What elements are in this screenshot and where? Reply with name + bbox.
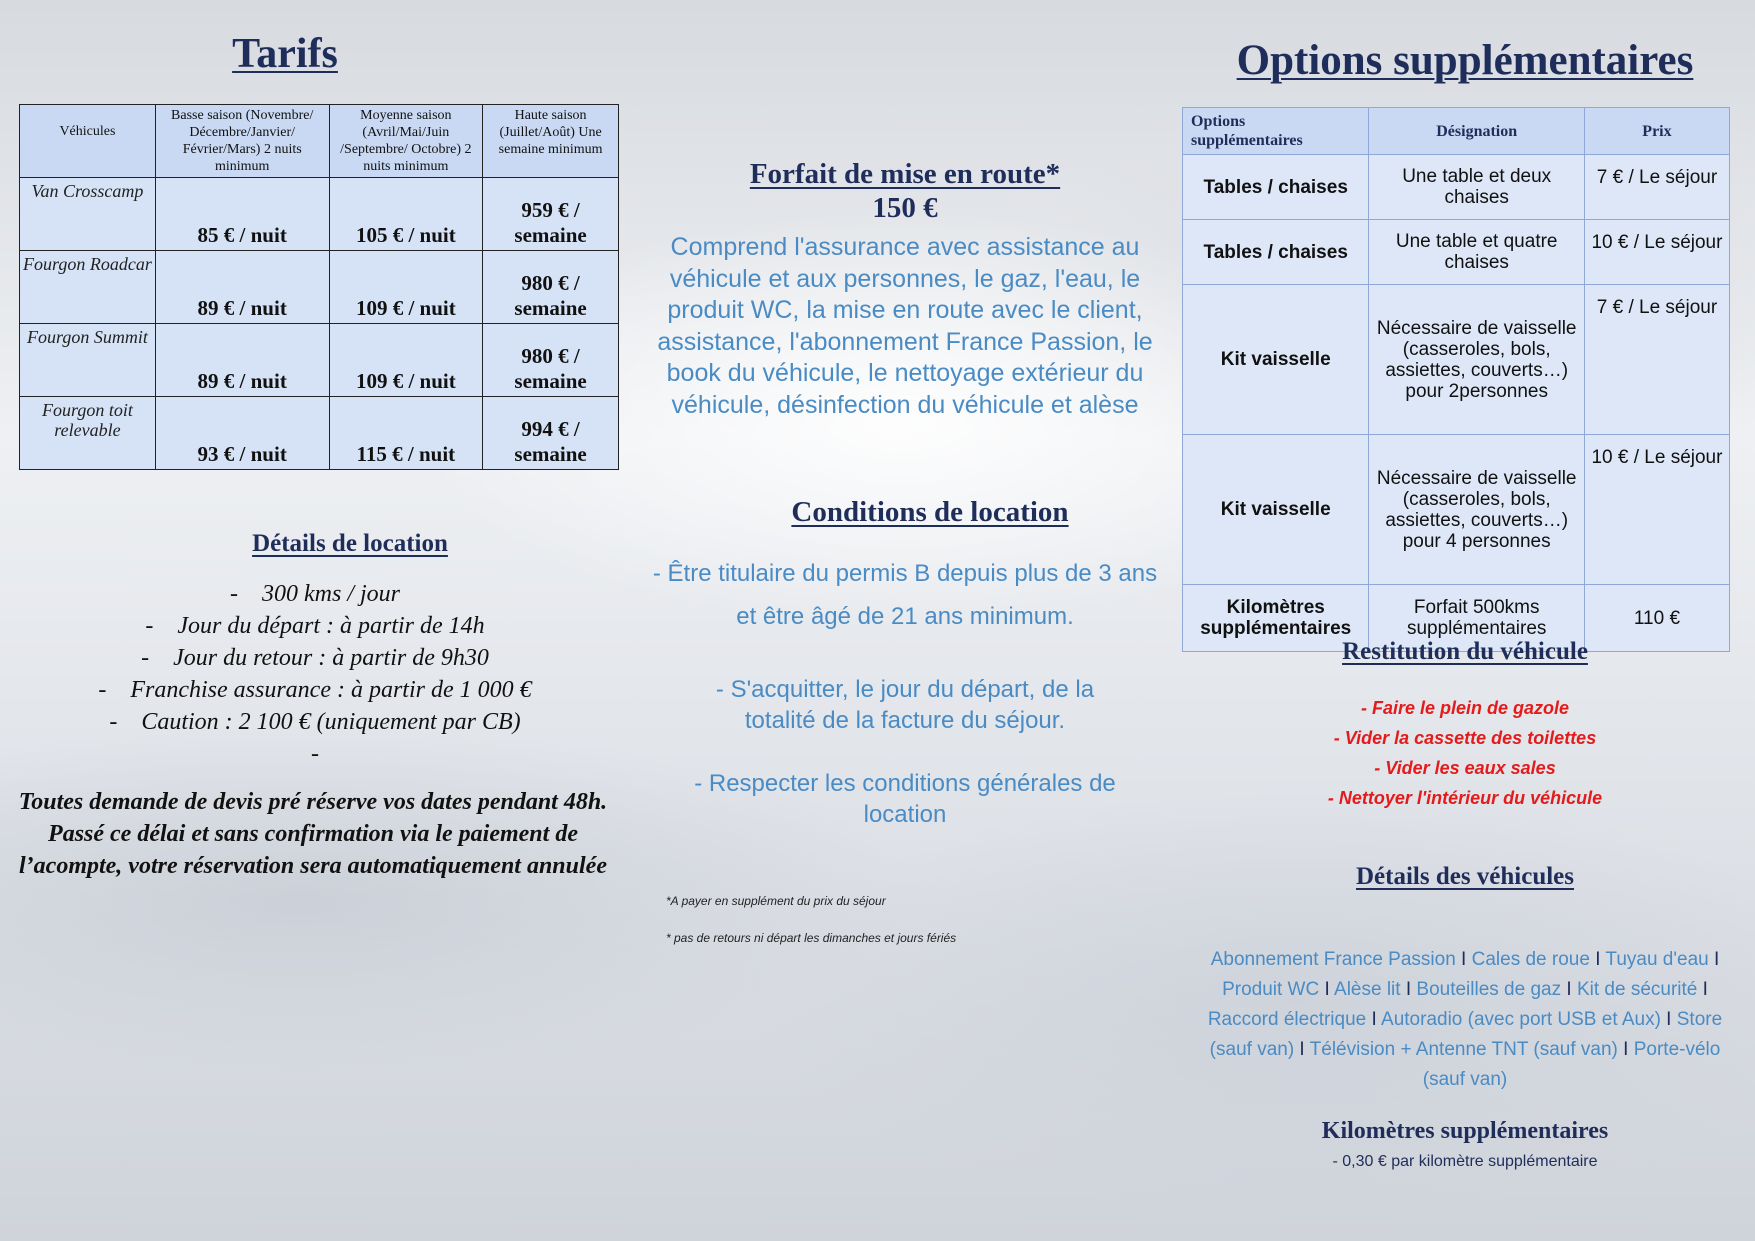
separator: I bbox=[1455, 949, 1472, 970]
list-item: Télévision + Antenne TNT (sauf van) bbox=[1309, 1039, 1618, 1060]
tarifs-price-haute: 980 € / semaine bbox=[483, 251, 619, 324]
list-item: - Faire le plein de gazole bbox=[1360, 698, 1570, 718]
option-price-cell: 110 € bbox=[1584, 585, 1729, 652]
forfait-description: Comprend l'assurance avec assistance au véhicule et aux personnes, le gaz, l'eau, le produit WC, la mise en route avec le client, assistance, l'abonnement France Passion, le book du véhicule, le nettoyage extérieur du véhicule, désinfection du véhicule et alèse bbox=[657, 233, 1153, 419]
list-item: - 300 kms / jour bbox=[230, 581, 400, 607]
option-name-cell: Tables / chaises bbox=[1183, 155, 1369, 220]
tarifs-price-haute: 980 € / semaine bbox=[483, 324, 619, 397]
list-item: Store (sauf van) bbox=[1209, 1009, 1723, 1060]
tarifs-price-moyenne: 105 € / nuit bbox=[329, 178, 483, 251]
option-name-cell: Kit vaisselle bbox=[1183, 435, 1369, 585]
separator: I bbox=[1617, 1039, 1634, 1060]
list-item: - Vider les eaux sales bbox=[1374, 758, 1556, 778]
conditions-title: Conditions de location bbox=[791, 496, 1069, 528]
forfait-title: Forfait de mise en route* bbox=[749, 158, 1061, 190]
tarifs-table bbox=[19, 104, 619, 470]
list-item: Autoradio (avec port USB et Aux) bbox=[1381, 1009, 1661, 1030]
option-name-cell: Kilomètres supplémentaires bbox=[1183, 585, 1369, 652]
table-row bbox=[20, 251, 619, 324]
km-supp-title: Kilomètres supplémentaires bbox=[1321, 1118, 1609, 1144]
tarifs-header-vehicules: Véhicules bbox=[20, 105, 156, 178]
tarifs-header-row bbox=[20, 105, 619, 178]
separator: I bbox=[1660, 1009, 1677, 1030]
separator: I bbox=[1697, 979, 1708, 1000]
list-item: Raccord électrique bbox=[1207, 1009, 1367, 1030]
list-item: - Jour du retour : à partir de 9h30 bbox=[141, 645, 489, 671]
separator: I bbox=[1294, 1039, 1310, 1060]
options-title: Options supplémentaires bbox=[1236, 37, 1694, 84]
table-row bbox=[1183, 155, 1730, 220]
table-row bbox=[1183, 220, 1730, 285]
option-name-cell: Kit vaisselle bbox=[1183, 285, 1369, 435]
options-table bbox=[1182, 107, 1730, 652]
table-row bbox=[20, 397, 619, 470]
tarifs-vehicle-cell: Fourgon Summit bbox=[20, 324, 156, 397]
tarifs-price-basse: 85 € / nuit bbox=[155, 178, 329, 251]
km-supp-text: - 0,30 € par kilomètre supplémentaire bbox=[1332, 1153, 1598, 1170]
tarifs-vehicle-cell: Fourgon Roadcar bbox=[20, 251, 156, 324]
details-vehicules-list bbox=[1200, 945, 1730, 1095]
options-header-options: Options supplémentaires bbox=[1183, 108, 1369, 155]
option-designation-cell: Une table et deux chaises bbox=[1369, 155, 1584, 220]
devis-notice: Toutes demande de devis pré réserve vos dates pendant 48h. Passé ce délai et sans confirmation via le paiement de l’acompte, votre réservation sera automatiquement annulée bbox=[18, 789, 608, 879]
list-item: Abonnement France Passion bbox=[1210, 949, 1456, 970]
condition-item-1: - Être titulaire du permis B depuis plus de 3 ans et être âgé de 21 ans minimum. bbox=[652, 560, 1158, 630]
condition-item-3: - Respecter les conditions générales de location bbox=[694, 770, 1116, 828]
list-item: Porte-vélo (sauf van) bbox=[1422, 1039, 1721, 1090]
list-item: - Nettoyer l'intérieur du véhicule bbox=[1327, 788, 1603, 808]
list-item: - Caution : 2 100 € (uniquement par CB) bbox=[109, 709, 521, 735]
table-row bbox=[20, 324, 619, 397]
details-location-title: Détails de location bbox=[252, 530, 448, 557]
details-location-list bbox=[0, 578, 630, 770]
option-price-cell: 7 € / Le séjour bbox=[1584, 155, 1729, 220]
list-item: Cales de roue bbox=[1471, 949, 1590, 970]
option-name-cell: Tables / chaises bbox=[1183, 220, 1369, 285]
tarifs-price-basse: 89 € / nuit bbox=[155, 324, 329, 397]
table-row bbox=[20, 178, 619, 251]
option-designation-cell: Nécessaire de vaisselle (casseroles, bols, assiettes, couverts…) pour 2personnes bbox=[1369, 285, 1584, 435]
tarifs-price-basse: 89 € / nuit bbox=[155, 251, 329, 324]
list-item: Kit de sécurité bbox=[1576, 979, 1698, 1000]
separator: I bbox=[1708, 949, 1720, 970]
forfait-price: 150 € bbox=[872, 192, 938, 224]
table-row bbox=[1183, 285, 1730, 435]
details-vehicules-title: Détails des véhicules bbox=[1355, 863, 1575, 890]
restitution-list bbox=[1180, 693, 1750, 813]
tarifs-title: Tarifs bbox=[232, 31, 338, 77]
list-item: - Vider la cassette des toilettes bbox=[1333, 728, 1597, 748]
separator: I bbox=[1319, 979, 1335, 1000]
tarifs-price-basse: 93 € / nuit bbox=[155, 397, 329, 470]
tarifs-price-moyenne: 115 € / nuit bbox=[329, 397, 483, 470]
options-header-prix: Prix bbox=[1584, 108, 1729, 155]
tarifs-header-haute: Haute saison (Juillet/Août) Une semaine minimum bbox=[483, 105, 619, 178]
list-item: - Franchise assurance : à partir de 1 000 € bbox=[98, 677, 532, 703]
options-header-row bbox=[1183, 108, 1730, 155]
list-item: - bbox=[311, 741, 319, 767]
list-item: Tuyau d'eau bbox=[1605, 949, 1709, 970]
tarifs-price-moyenne: 109 € / nuit bbox=[329, 251, 483, 324]
footnote-1: *A payer en supplément du prix du séjour bbox=[666, 894, 886, 908]
restitution-title: Restitution du véhicule bbox=[1342, 638, 1588, 665]
separator: I bbox=[1366, 1009, 1382, 1030]
option-price-cell: 7 € / Le séjour bbox=[1584, 285, 1729, 435]
table-row bbox=[1183, 435, 1730, 585]
option-price-cell: 10 € / Le séjour bbox=[1584, 220, 1729, 285]
list-item: Alèse lit bbox=[1334, 979, 1401, 1000]
tarifs-price-haute: 994 € / semaine bbox=[483, 397, 619, 470]
separator: I bbox=[1589, 949, 1606, 970]
tarifs-header-basse: Basse saison (Novembre/ Décembre/Janvier/ Février/Mars) 2 nuits minimum bbox=[155, 105, 329, 178]
option-designation-cell: Une table et quatre chaises bbox=[1369, 220, 1584, 285]
tarifs-vehicle-cell: Fourgon toit relevable bbox=[20, 397, 156, 470]
list-item: Bouteilles de gaz bbox=[1416, 979, 1562, 1000]
tarifs-price-haute: 959 € / semaine bbox=[483, 178, 619, 251]
option-price-cell: 10 € / Le séjour bbox=[1584, 435, 1729, 585]
option-designation-cell: Nécessaire de vaisselle (casseroles, bols, assiettes, couverts…) pour 4 personnes bbox=[1369, 435, 1584, 585]
tarifs-price-moyenne: 109 € / nuit bbox=[329, 324, 483, 397]
option-designation-cell: Forfait 500kms supplémentaires bbox=[1369, 585, 1584, 652]
tarifs-header-moyenne: Moyenne saison (Avril/Mai/Juin /Septembre/ Octobre) 2 nuits minimum bbox=[329, 105, 483, 178]
list-item: - Jour du départ : à partir de 14h bbox=[145, 613, 485, 639]
separator: I bbox=[1561, 979, 1577, 1000]
separator: I bbox=[1400, 979, 1417, 1000]
tarifs-vehicle-cell: Van Crosscamp bbox=[20, 178, 156, 251]
condition-item-2: - S'acquitter, le jour du départ, de la totalité de la facture du séjour. bbox=[715, 676, 1095, 734]
footnote-2: * pas de retours ni départ les dimanches et jours fériés bbox=[666, 931, 957, 945]
list-item: Produit WC bbox=[1222, 979, 1320, 1000]
options-header-designation: Désignation bbox=[1369, 108, 1584, 155]
